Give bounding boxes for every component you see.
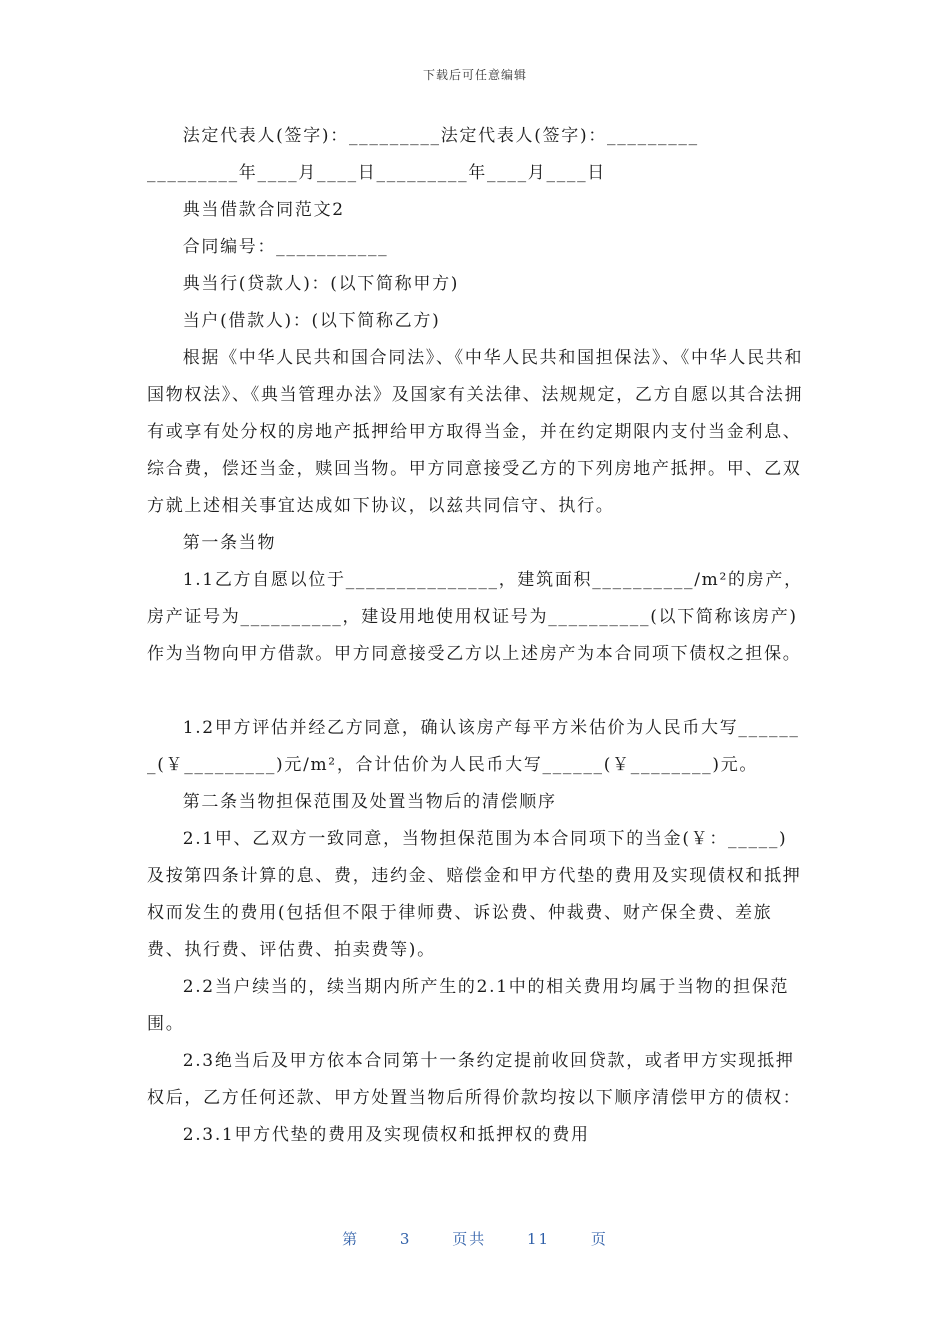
clause-1-2: 1.2甲方评估并经乙方同意，确认该房产每平方米估价为人民币大写_______(￥_________)元/m²，合计估价为人民币大写______(￥________)元。 — [147, 718, 800, 775]
document-body — [147, 118, 805, 1154]
page-label-suffix: 页 — [590, 1230, 608, 1248]
contract-title: 典当借款合同范文2 — [182, 200, 345, 220]
article-2-heading: 第二条当物担保范围及处置当物后的清偿顺序 — [182, 792, 557, 812]
page-header: 下载后可任意编辑 — [422, 68, 527, 82]
total-pages: 11 — [527, 1230, 551, 1248]
page-number: 3 — [399, 1230, 412, 1248]
contract-number-line: 合同编号：___________ — [182, 237, 389, 257]
clause-2-1: 2.1甲、乙双方一致同意，当物担保范围为本合同项下的当金(￥：_____)及按第四条计算的息、费，违约金、赔偿金和甲方代垫的费用及实现债权和抵押权而发生的费用(包括但不限于律师费、诉讼费、仲裁费、财产保全费、差旅费、执行费、评估费、拍卖费等)。 — [147, 829, 802, 960]
signature-line: 法定代表人(签字)：_________法定代表人(签字)：_________ — [182, 126, 699, 146]
clause-2-3-1: 2.3.1甲方代垫的费用及实现债权和抵押权的费用 — [182, 1125, 590, 1145]
clause-2-3: 2.3绝当后及甲方依本合同第十一条约定提前收回贷款，或者甲方实现抵押权后，乙方任何还款、甲方处置当物后所得价款均按以下顺序清偿甲方的债权： — [147, 1051, 802, 1108]
article-1-heading: 第一条当物 — [182, 533, 277, 553]
preamble-paragraph: 根据《中华人民共和国合同法》、《中华人民共和国担保法》、《中华人民共和国物权法》、《典当管理办法》及国家有关法律、法规规定，乙方自愿以其合法拥有或享有处分权的房地产抵押给甲方取得当金，并在约定期限内支付当金利息、综合费，偿还当金，赎回当物。甲方同意接受乙方的下列房地产抵押。甲、乙双方就上述相关事宜达成如下协议，以兹共同信守、执行。 — [147, 348, 804, 516]
page-label-prefix: 第 — [342, 1230, 360, 1248]
page-footer — [0, 1228, 950, 1249]
clause-1-1: 1.1乙方自愿以位于_______________，建筑面积__________/m²的房产，房产证号为__________，建设用地使用权证号为__________(以下简称该房产)作为当物向甲方借款。甲方同意接受乙方以上述房产为本合同项下债权之担保。 — [147, 570, 803, 664]
lender-line: 典当行(贷款人)：(以下简称甲方) — [182, 274, 460, 294]
date-line: _________年____月____日_________年____月____日 — [147, 163, 606, 183]
borrower-line: 当户(借款人)：(以下简称乙方) — [182, 311, 441, 331]
clause-2-2: 2.2当户续当的，续当期内所产生的2.1中的相关费用均属于当物的担保范围。 — [147, 977, 790, 1034]
page-label-mid: 页共 — [452, 1230, 487, 1248]
